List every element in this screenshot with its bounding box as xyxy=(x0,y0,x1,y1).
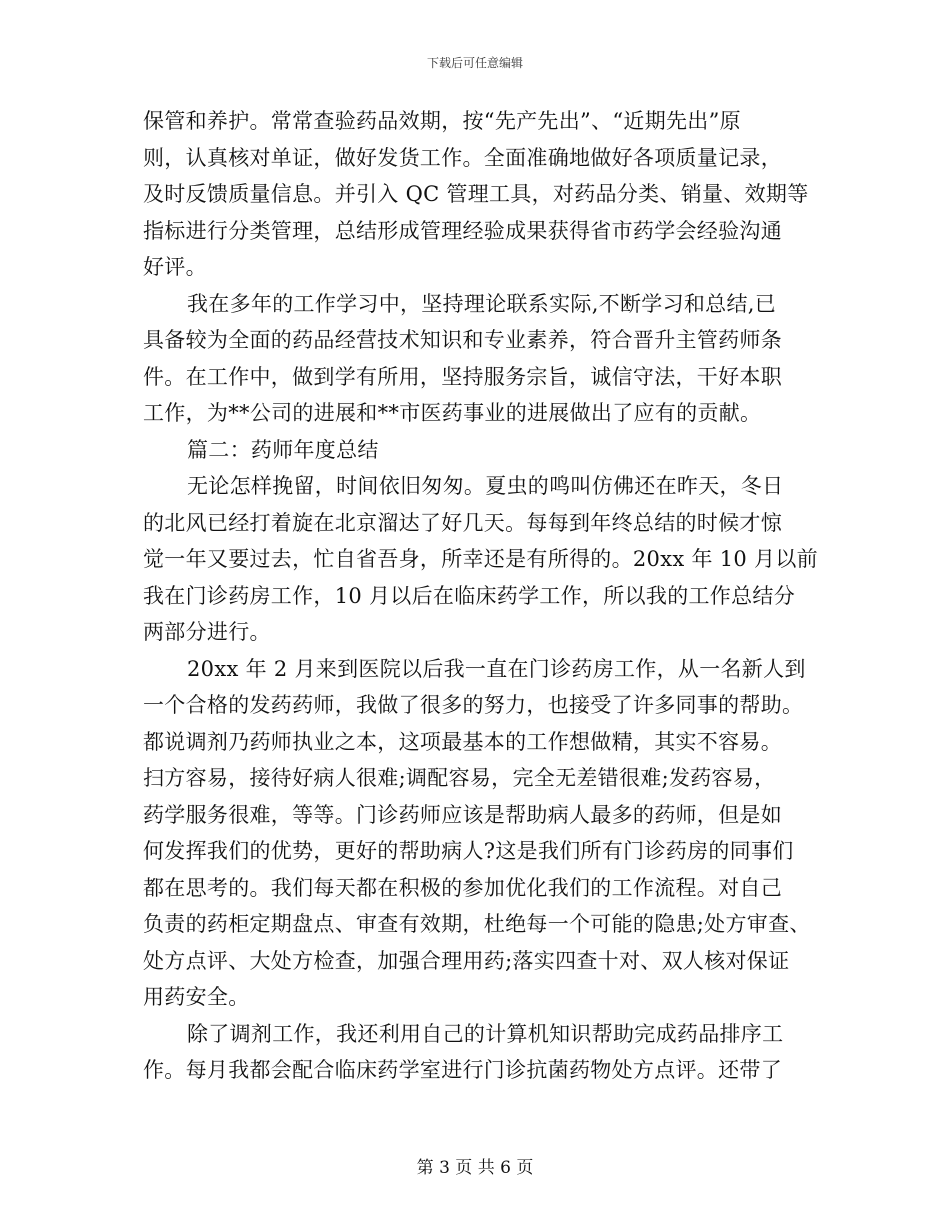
body-line: 除了调剂工作，我还利用自己的计算机知识帮助完成药品排序工 xyxy=(187,1021,784,1046)
body-line: 用药安全。 xyxy=(143,985,250,1009)
body-line: 都在思考的。我们每天都在积极的参加优化我们的工作流程。对自己 xyxy=(143,875,782,900)
body-line: 两部分进行。 xyxy=(143,620,271,644)
body-line: 篇二：药师年度总结 xyxy=(187,437,379,462)
body-line: 件。在工作中，做到学有所用，坚持服务宗旨，诚信守法，干好本职 xyxy=(143,364,782,389)
body-line: 作。每月我都会配合临床药学室进行门诊抗菌药物处方点评。还带了 xyxy=(143,1058,782,1082)
body-line: 无论怎样挽留，时间依旧匆匆。夏虫的鸣叫仿佛还在昨天，冬日 xyxy=(187,474,784,498)
body-line: 好评。 xyxy=(143,255,207,279)
body-line: 工作，为**公司的进展和**市医药事业的进展做出了应有的贡献。 xyxy=(143,401,762,425)
body-line: 都说调剂乃药师执业之本，这项最基本的工作想做精，其实不容易。 xyxy=(143,729,782,754)
body-line: 何发挥我们的优势，更好的帮助病人?这是我们所有门诊药房的同事们 xyxy=(143,839,794,863)
body-line: 我在门诊药房工作，10 月以后在临床药学工作，所以我的工作总结分 xyxy=(143,583,795,608)
body-line: 觉一年又要过去，忙自省吾身，所幸还是有所得的。20xx 年 10 月以前 xyxy=(143,547,818,571)
body-line: 指标进行分类管理，总结形成管理经验成果获得省市药学会经验沟通 xyxy=(143,218,782,243)
body-line: 我在多年的工作学习中，坚持理论联系实际,不断学习和总结,已 xyxy=(187,291,777,316)
body-line: 的北风已经打着旋在北京溜达了好几天。每每到年终总结的时候才惊 xyxy=(143,510,782,535)
body-line: 处方点评、大处方检查，加强合理用药;落实四查十对、双人核对保证 xyxy=(143,948,790,973)
page-footer: 第 3 页 共 6 页 xyxy=(416,1158,534,1178)
body-line: 则，认真核对单证，做好发货工作。全面准确地做好各项质量记录， xyxy=(143,145,782,170)
body-line: 具备较为全面的药品经营技术知识和专业素养，符合晋升主管药师条 xyxy=(143,328,782,352)
body-line: 一个合格的发药药师，我做了很多的努力，也接受了许多同事的帮助。 xyxy=(143,693,804,717)
document-body xyxy=(143,103,818,1089)
body-line: 及时反馈质量信息。并引入 QC 管理工具，对药品分类、销量、效期等 xyxy=(143,182,809,206)
body-line: 负责的药柜定期盘点、审查有效期，杜绝每一个可能的隐患;处方审查、 xyxy=(143,912,811,936)
body-line: 20xx 年 2 月来到医院以后我一直在门诊药房工作，从一名新人到 xyxy=(187,656,806,681)
body-line: 保管和养护。常常查验药品效期，按“先产先出”、“近期先出”原 xyxy=(143,109,741,133)
body-line: 药学服务很难，等等。门诊药师应该是帮助病人最多的药师，但是如 xyxy=(143,802,782,827)
page-header: 下载后可任意编辑 xyxy=(426,56,523,70)
body-line: 扫方容易，接待好病人很难;调配容易，完全无差错很难;发药容易， xyxy=(143,766,776,790)
